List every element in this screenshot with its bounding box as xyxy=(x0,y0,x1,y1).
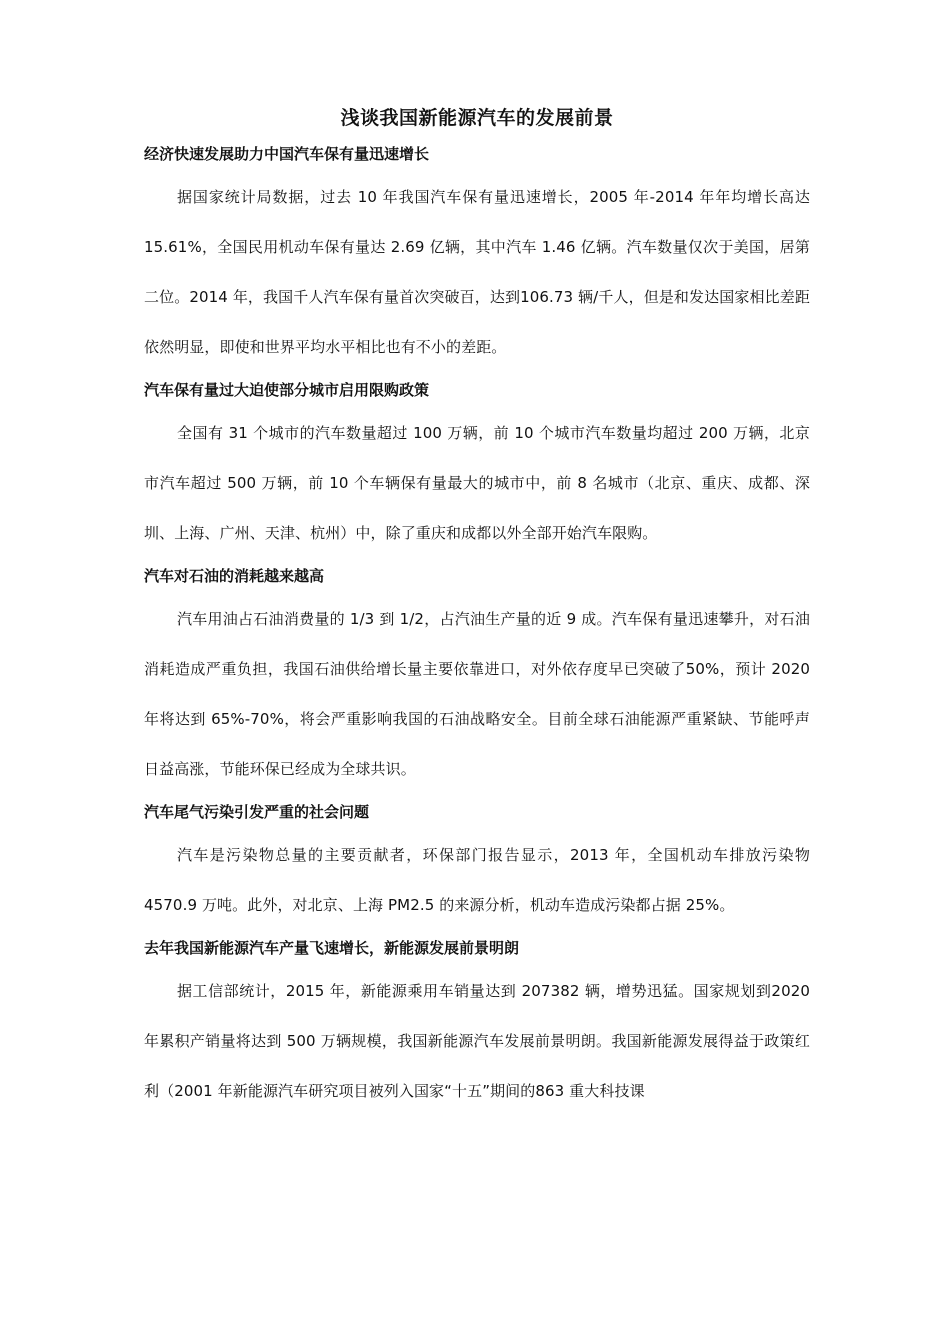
section-heading: 经济快速发展助力中国汽车保有量迅速增长 xyxy=(144,145,430,163)
section-purchase-restrictions xyxy=(144,372,810,558)
section-heading: 汽车尾气污染引发严重的社会问题 xyxy=(144,803,370,821)
document-title: 浅谈我国新能源汽车的发展前景 xyxy=(340,107,614,129)
section-paragraph: 全国有 31 个城市的汽车数量超过 100 万辆，前 10 个城市汽车数量均超过 200 万辆，北京市汽车超过 500 万辆，前 10 个车辆保有量最大的城市中，前 8 名城市（北京、重庆、成都、深圳、上海、广州、天津、杭州）中，除了重庆和成都以外全部开始汽车限购。 xyxy=(144,424,810,542)
document-body xyxy=(144,100,810,1116)
section-heading: 去年我国新能源汽车产量飞速增长，新能源发展前景明朗 xyxy=(144,939,520,957)
section-car-ownership-growth xyxy=(144,136,810,372)
section-paragraph: 汽车是污染物总量的主要贡献者，环保部门报告显示，2013 年，全国机动车排放污染物 4570.9 万吨。此外，对北京、上海 PM2.5 的来源分析，机动车造成污染都占据 25%。 xyxy=(144,846,810,914)
section-paragraph: 据国家统计局数据，过去 10 年我国汽车保有量迅速增长，2005 年-2014 年年均增长高达 15.61%，全国民用机动车保有量达 2.69 亿辆，其中汽车 1.46 亿辆。汽车数量仅次于美国，居第二位。2014 年，我国千人汽车保有量首次突破百，达到106.73 辆/千人，但是和发达国家相比差距依然明显，即使和世界平均水平相比也有不小的差距。 xyxy=(144,188,810,356)
section-nev-growth xyxy=(144,930,810,1116)
section-heading: 汽车对石油的消耗越来越高 xyxy=(144,567,325,585)
section-oil-consumption xyxy=(144,558,810,794)
section-exhaust-pollution xyxy=(144,794,810,930)
section-paragraph: 汽车用油占石油消费量的 1/3 到 1/2，占汽油生产量的近 9 成。汽车保有量迅速攀升，对石油消耗造成严重负担，我国石油供给增长量主要依靠进口，对外依存度早已突破了50%，预计 2020 年将达到 65%-70%，将会严重影响我国的石油战略安全。目前全球石油能源严重紧缺、节能呼声日益高涨，节能环保已经成为全球共识。 xyxy=(144,610,810,778)
section-paragraph: 据工信部统计，2015 年，新能源乘用车销量达到 207382 辆，增势迅猛。国家规划到2020 年累积产销量将达到 500 万辆规模，我国新能源汽车发展前景明朗。我国新能源发展得益于政策红利（2001 年新能源汽车研究项目被列入国家“十五”期间的863 重大科技课 xyxy=(144,982,810,1100)
section-heading: 汽车保有量过大迫使部分城市启用限购政策 xyxy=(144,381,430,399)
